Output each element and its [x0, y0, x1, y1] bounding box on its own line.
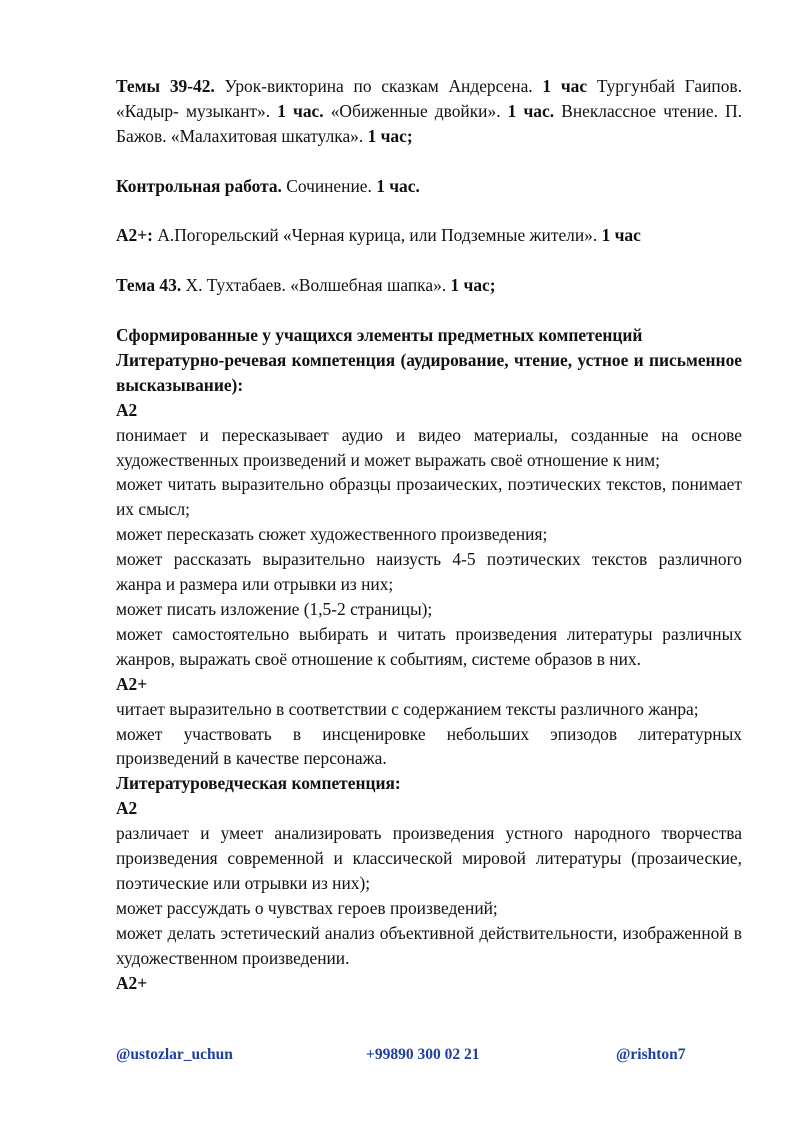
footer-phone-number: +99890 300 02 21: [366, 1046, 480, 1063]
level-label: А2: [116, 798, 138, 819]
literary-competency-heading: Литературоведческая компетенция:: [116, 773, 401, 794]
level-label: А2+: [116, 972, 148, 993]
footer-channel-handle: @rishton7: [616, 1046, 686, 1063]
list-item: может читать выразительно образцы прозаических, поэтических текстов, понимает их смысл;: [116, 474, 742, 520]
topic-label: Темы 39-42.: [116, 76, 215, 96]
level-label: А2+: [116, 673, 148, 694]
document-body: [116, 74, 742, 995]
list-item: может пересказать сюжет художественного произведения;: [116, 524, 548, 545]
topics-39-42-paragraph: Темы 39-42. Урок-викторина по сказкам Андерсена. 1 час Тургунбай Гаипов. «Кадыр- музыкант». 1 час. «Обиженные двойки». 1 час. Внеклассное чтение. П. Бажов. «Малахитовая шкатулка». 1 час;: [116, 76, 742, 146]
level-label: А2: [116, 399, 138, 420]
list-item: может самостоятельно выбирать и читать произведения литературы различных жанров, выражать своё отношение к событиям, системе образов в них.: [116, 623, 742, 669]
control-work-paragraph: Контрольная работа. Сочинение. 1 час.: [116, 175, 420, 196]
list-item: может участвовать в инсценировке небольших эпизодов литературных произведений в качестве персонажа.: [116, 723, 742, 769]
spacer: [116, 298, 742, 323]
spacer: [116, 248, 742, 273]
list-item: может рассказать выразительно наизусть 4-5 поэтических текстов различного жанра и размера или отрывки из них;: [116, 549, 742, 595]
list-item: различает и умеет анализировать произведения устного народного творчества произведения современной и классической мировой литературы (прозаические, поэтические или отрывки из них);: [116, 823, 742, 893]
spacer: [116, 199, 742, 224]
list-item: может рассуждать о чувствах героев произведений;: [116, 897, 498, 918]
competencies-heading: Сформированные у учащихся элементы предметных компетенций: [116, 325, 643, 345]
spacer: [116, 149, 742, 174]
page-footer: [116, 1046, 742, 1070]
list-item: понимает и пересказывает аудио и видео материалы, созданные на основе художественных произведений и может выражать своё отношение к ним;: [116, 424, 742, 470]
topic-43-paragraph: Тема 43. Х. Тухтабаев. «Волшебная шапка». 1 час;: [116, 275, 496, 296]
a2plus-reading-paragraph: А2+: А.Погорельский «Черная курица, или Подземные жители». 1 час: [116, 225, 641, 246]
list-item: читает выразительно в соответствии с содержанием тексты различного жанра;: [116, 698, 699, 719]
list-item: может делать эстетический анализ объективной действительности, изображенной в художественном произведении.: [116, 922, 742, 968]
list-item: может писать изложение (1,5-2 страницы);: [116, 598, 433, 619]
footer-telegram-handle: @ustozlar_uchun: [116, 1046, 233, 1063]
speech-competency-heading: Литературно-речевая компетенция (аудирование, чтение, устное и письменное высказывание):: [116, 349, 742, 395]
